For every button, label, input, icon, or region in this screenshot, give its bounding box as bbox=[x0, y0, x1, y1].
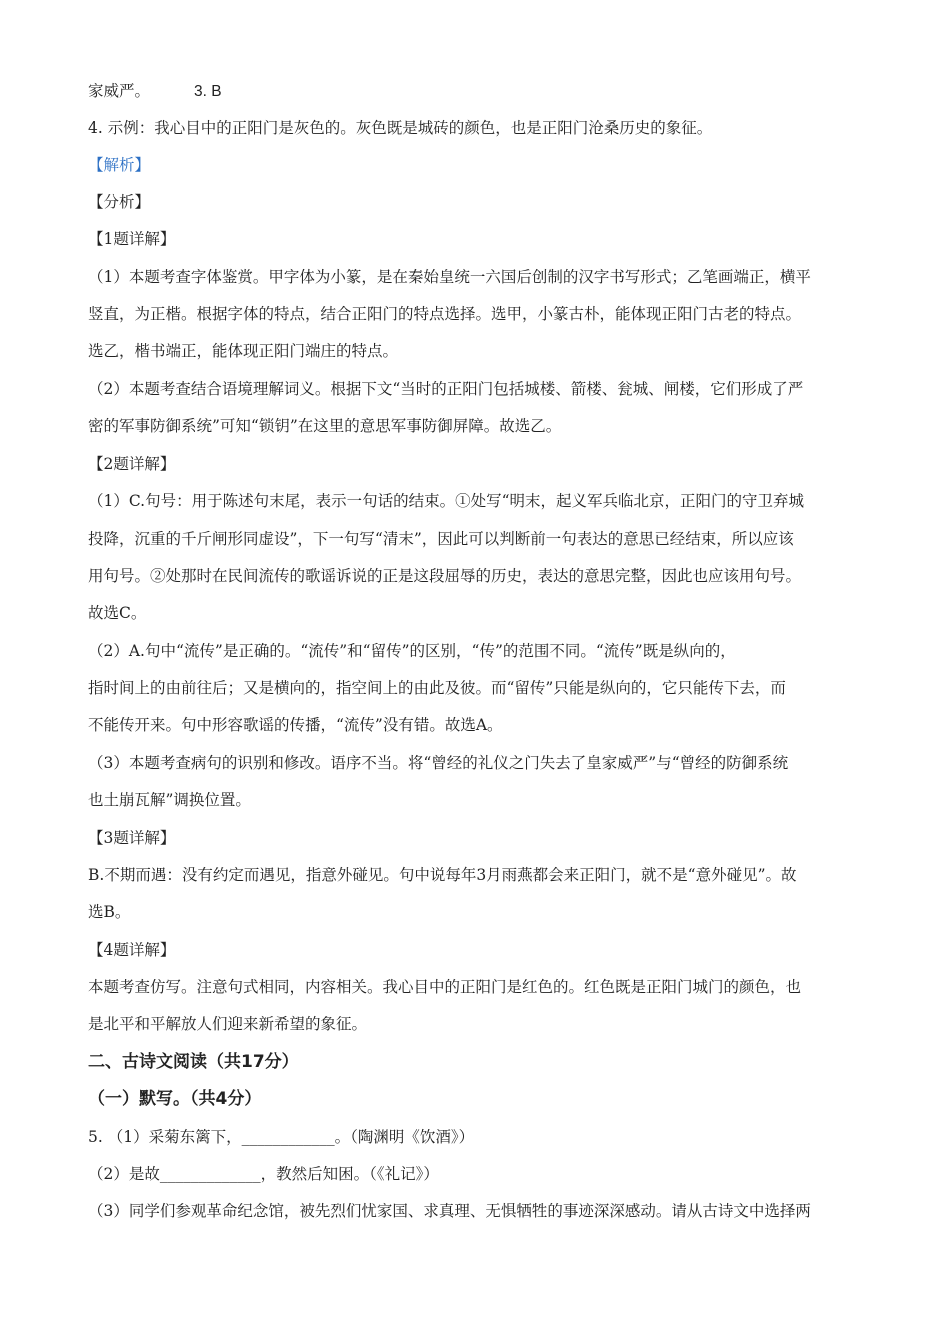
section-label: 【分析】 bbox=[88, 193, 151, 211]
question-5-1: 5. （1）采菊东篱下，____________。（陶渊明《饮酒》） bbox=[88, 1128, 475, 1146]
answer-fragment: 家威严。 bbox=[88, 82, 151, 100]
text-line: 也土崩瓦解”调换位置。 bbox=[88, 791, 251, 809]
text-line: 选乙，楷书端正，能体现正阳门端庄的特点。 bbox=[88, 342, 399, 360]
text-line: （2）本题考查结合语境理解词义。根据下文“当时的正阳门包括城楼、箭楼、瓮城、闸楼，它们形成了严 bbox=[88, 380, 804, 398]
text-line: 是北平和平解放人们迎来新希望的象征。 bbox=[88, 1015, 368, 1033]
section-label: 【1题详解】 bbox=[88, 230, 176, 248]
text-line: 故选C。 bbox=[88, 604, 147, 622]
text-line bbox=[88, 80, 868, 103]
text-line: 用句号。②处那时在民间流传的歌谣诉说的正是这段屈辱的历史，表达的意思完整，因此也应该用句号。 bbox=[88, 567, 802, 585]
subsection-heading: （一）默写。（共4分） bbox=[88, 1089, 262, 1109]
text-line: 投降，沉重的千斤闸形同虚设”，下一句写“清末”，因此可以判断前一句表达的意思已经结束，所以应该 bbox=[88, 530, 794, 548]
text-line: （1）本题考查字体鉴赏。甲字体为小篆，是在秦始皇统一六国后创制的汉字书写形式；乙笔画端正，横平 bbox=[88, 268, 811, 286]
answer-4: 4. 示例：我心目中的正阳门是灰色的。灰色既是城砖的颜色，也是正阳门沧桑历史的象征。 bbox=[88, 119, 713, 137]
text-line: 本题考查仿写。注意句式相同，内容相关。我心目中的正阳门是红色的。红色既是正阳门城门的颜色，也 bbox=[88, 978, 802, 996]
text-line: 指时间上的由前往后；又是横向的，指空间上的由此及彼。而“留传”只能是纵向的，它只能传下去，而 bbox=[88, 679, 786, 697]
text-line: （1）C.句号：用于陈述句末尾，表示一句话的结束。①处写“明末，起义军兵临北京，正阳门的守卫弃城 bbox=[88, 492, 805, 510]
text-line: 竖直，为正楷。根据字体的特点，结合正阳门的特点选择。选甲，小篆古朴，能体现正阳门古老的特点。 bbox=[88, 305, 802, 323]
analysis-label: 【解析】 bbox=[88, 156, 151, 174]
text-line: 选B。 bbox=[88, 903, 131, 921]
question-5-2: （2）是故_____________，教然后知困。（《礼记》） bbox=[88, 1165, 439, 1183]
section-label: 【4题详解】 bbox=[88, 941, 176, 959]
text-line: （3）本题考查病句的识别和修改。语序不当。将“曾经的礼仪之门失去了皇家威严”与“曾经的防御系统 bbox=[88, 754, 789, 772]
text-line: 不能传开来。句中形容歌谣的传播，“流传”没有错。故选A。 bbox=[88, 716, 503, 734]
section-label: 【3题详解】 bbox=[88, 829, 176, 847]
answer-3: 3. B bbox=[194, 83, 222, 100]
text-line: B.不期而遇：没有约定而遇见，指意外碰见。句中说每年3月雨燕都会来正阳门，就不是“意外碰见”。故 bbox=[88, 866, 797, 884]
section-label: 【2题详解】 bbox=[88, 455, 176, 473]
part-heading: 二、古诗文阅读（共17分） bbox=[88, 1052, 299, 1072]
question-5-3: （3）同学们参观革命纪念馆，被先烈们忧家国、求真理、无惧牺牲的事迹深深感动。请从古诗文中选择两 bbox=[88, 1202, 811, 1220]
text-line: 密的军事防御系统”可知“锁钥”在这里的意思军事防御屏障。故选乙。 bbox=[88, 417, 562, 435]
text-line: （2）A.句中“流传”是正确的。“流传”和“留传”的区别，“传”的范围不同。“流传”既是纵向的， bbox=[88, 642, 736, 660]
